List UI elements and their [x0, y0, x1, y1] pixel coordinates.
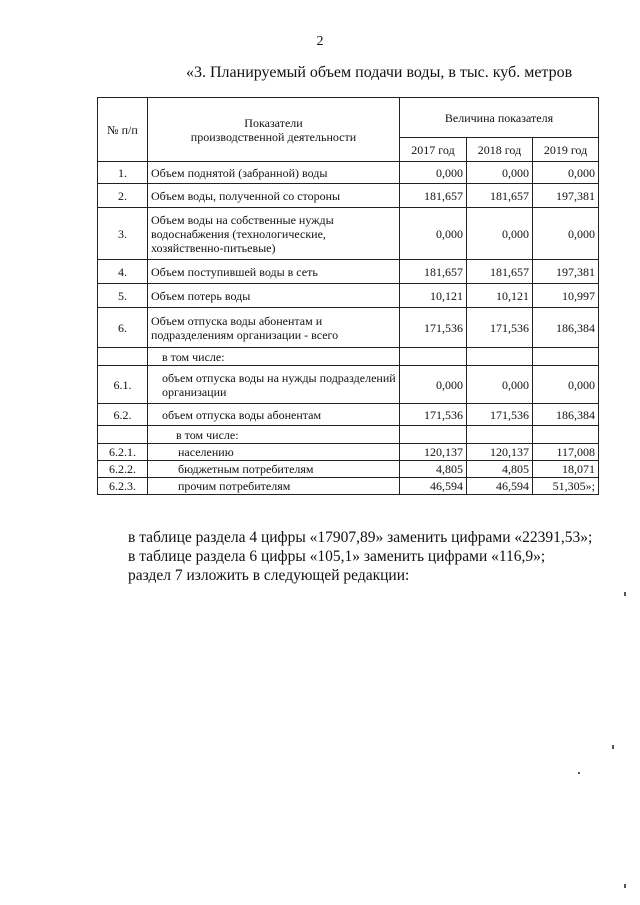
- scan-speck: [624, 884, 626, 888]
- row-num: 3.: [98, 208, 148, 260]
- row-name: населению: [148, 444, 400, 461]
- row-num: 6.2.: [98, 404, 148, 426]
- row-value-2017: [400, 426, 467, 444]
- amendments: [128, 528, 628, 585]
- row-name: Объем воды на собственные нужды водоснабжения (технологические, хозяйственно-питьевые): [148, 208, 400, 260]
- header-year-2017: 2017 год: [400, 138, 467, 162]
- row-value-2017: 0,000: [400, 162, 467, 184]
- table-row: [98, 366, 599, 404]
- row-value-2018: 120,137: [467, 444, 533, 461]
- row-value-2017: 171,536: [400, 308, 467, 348]
- row-value-2017: [400, 348, 467, 366]
- row-num: [98, 348, 148, 366]
- row-value-2019: 18,071: [533, 461, 599, 478]
- row-name: объем отпуска воды абонентам: [148, 404, 400, 426]
- row-value-2019: 51,305»;: [533, 478, 599, 495]
- table-row: [98, 348, 599, 366]
- row-value-2019: 186,384: [533, 308, 599, 348]
- scan-speck: [624, 592, 626, 596]
- row-value-2019: 0,000: [533, 366, 599, 404]
- row-value-2019: 10,997: [533, 284, 599, 308]
- table-row: [98, 260, 599, 284]
- row-value-2018: 4,805: [467, 461, 533, 478]
- row-name: в том числе:: [148, 426, 400, 444]
- row-value-2019: 197,381: [533, 184, 599, 208]
- row-num: [98, 426, 148, 444]
- row-num: 6.: [98, 308, 148, 348]
- row-value-2018: 0,000: [467, 208, 533, 260]
- table-row: [98, 461, 599, 478]
- row-value-2018: 10,121: [467, 284, 533, 308]
- header-year-2019: 2019 год: [533, 138, 599, 162]
- row-value-2018: 0,000: [467, 366, 533, 404]
- table-header: [98, 98, 599, 162]
- section-title: «3. Планируемый объем подачи воды, в тыс. куб. метров: [186, 64, 573, 81]
- table-row: [98, 162, 599, 184]
- table-row: [98, 184, 599, 208]
- row-value-2018: [467, 426, 533, 444]
- row-name: Объем воды, полученной со стороны: [148, 184, 400, 208]
- row-value-2017: 181,657: [400, 184, 467, 208]
- row-value-2018: 181,657: [467, 260, 533, 284]
- row-value-2017: 0,000: [400, 366, 467, 404]
- row-num: 6.2.3.: [98, 478, 148, 495]
- amendment-line: раздел 7 изложить в следующей редакции:: [128, 567, 410, 584]
- table-row: [98, 308, 599, 348]
- row-value-2017: 181,657: [400, 260, 467, 284]
- row-name: бюджетным потребителям: [148, 461, 400, 478]
- row-name: прочим потребителям: [148, 478, 400, 495]
- row-num: 5.: [98, 284, 148, 308]
- table-body: [98, 162, 599, 495]
- table-row: [98, 284, 599, 308]
- page-number: 2: [316, 34, 324, 49]
- row-name: объем отпуска воды на нужды подразделений организации: [148, 366, 400, 404]
- table-row: [98, 478, 599, 495]
- header-indicators-line1: Показатели: [244, 115, 303, 130]
- table-row: [98, 444, 599, 461]
- header-indicators-line2: производственной деятельности: [190, 129, 357, 144]
- row-name: Объем поступившей воды в сеть: [148, 260, 400, 284]
- water-supply-table: [97, 97, 599, 495]
- table-row: [98, 404, 599, 426]
- table-row: [98, 208, 599, 260]
- table-row: [98, 426, 599, 444]
- row-name: Объем отпуска воды абонентам и подразделениям организации - всего: [148, 308, 400, 348]
- row-name: Объем поднятой (забранной) воды: [148, 162, 400, 184]
- row-value-2018: 181,657: [467, 184, 533, 208]
- row-name: в том числе:: [148, 348, 400, 366]
- row-num: 6.2.2.: [98, 461, 148, 478]
- row-value-2019: [533, 426, 599, 444]
- row-value-2019: 0,000: [533, 162, 599, 184]
- row-value-2018: 46,594: [467, 478, 533, 495]
- row-value-2018: 0,000: [467, 162, 533, 184]
- row-name: Объем потерь воды: [148, 284, 400, 308]
- row-value-2019: 117,008: [533, 444, 599, 461]
- header-indicators: [148, 98, 400, 162]
- header-value: Величина показателя: [400, 98, 599, 138]
- amendment-line: в таблице раздела 4 цифры «17907,89» заменить цифрами «22391,53»;: [128, 529, 593, 546]
- row-value-2017: 171,536: [400, 404, 467, 426]
- scan-speck: [578, 772, 580, 774]
- row-value-2017: 46,594: [400, 478, 467, 495]
- row-value-2018: [467, 348, 533, 366]
- row-num: 2.: [98, 184, 148, 208]
- row-num: 6.1.: [98, 366, 148, 404]
- row-value-2018: 171,536: [467, 308, 533, 348]
- row-num: 6.2.1.: [98, 444, 148, 461]
- row-num: 4.: [98, 260, 148, 284]
- header-year-2018: 2018 год: [467, 138, 533, 162]
- scan-speck: [612, 745, 614, 749]
- row-value-2017: 0,000: [400, 208, 467, 260]
- row-value-2017: 4,805: [400, 461, 467, 478]
- row-value-2019: 197,381: [533, 260, 599, 284]
- row-value-2018: 171,536: [467, 404, 533, 426]
- amendment-line: в таблице раздела 6 цифры «105,1» заменить цифрами «116,9»;: [128, 548, 546, 565]
- row-value-2017: 120,137: [400, 444, 467, 461]
- header-num: № п/п: [98, 98, 148, 162]
- row-value-2019: 0,000: [533, 208, 599, 260]
- row-value-2019: 186,384: [533, 404, 599, 426]
- row-value-2019: [533, 348, 599, 366]
- row-value-2017: 10,121: [400, 284, 467, 308]
- row-num: 1.: [98, 162, 148, 184]
